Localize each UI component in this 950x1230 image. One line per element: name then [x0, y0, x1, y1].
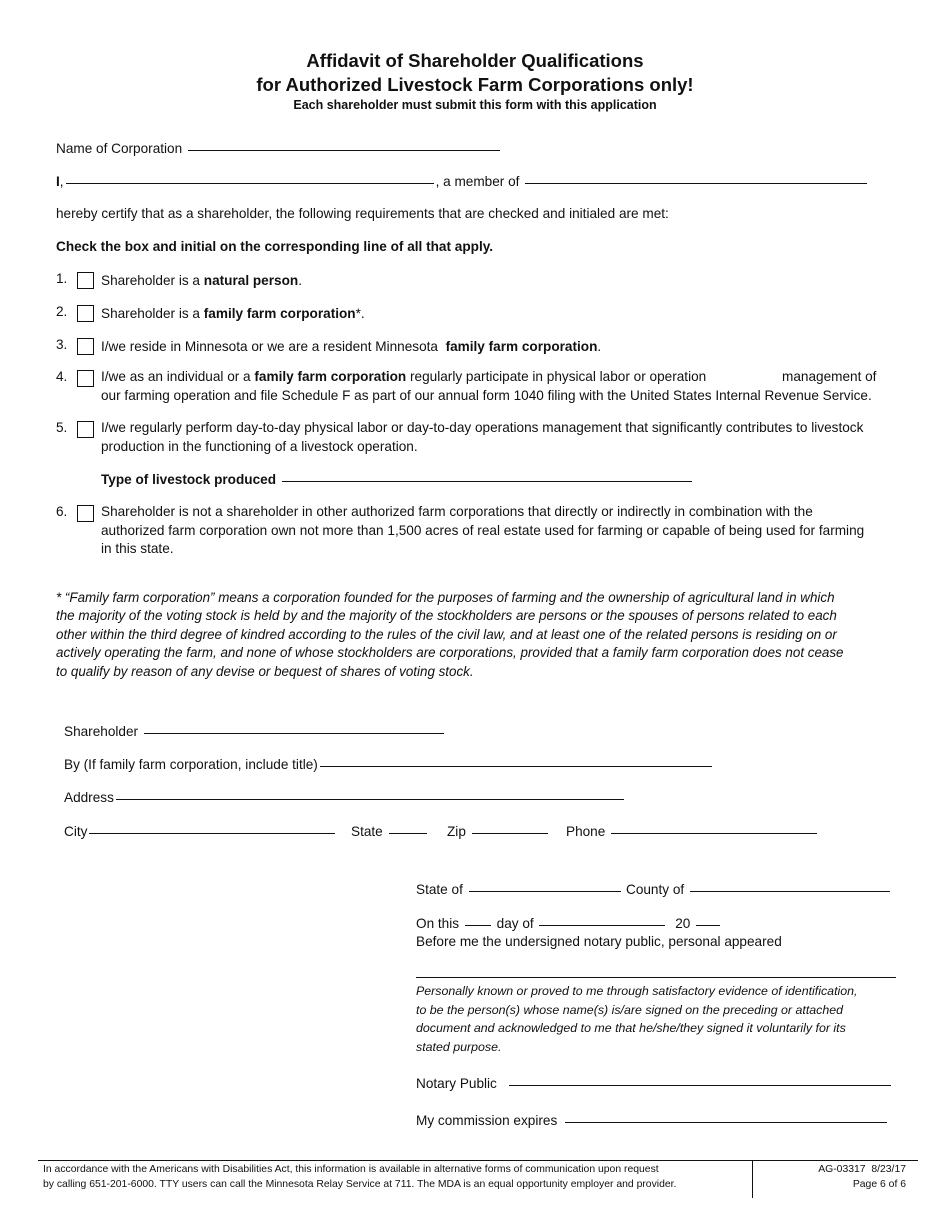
notary-state-label: State of [416, 882, 463, 897]
shareholder-label: Shareholder [64, 724, 139, 739]
ada-line-1: In accordance with the Americans with Disabilities Act, this information is available in alternative forms of communication upon request [43, 1164, 659, 1175]
item-6-text-line3: in this state. [101, 541, 174, 556]
state-label: State [351, 824, 383, 839]
item-5-text-line2: production in the functioning of a livestock operation. [101, 439, 418, 454]
phone-label: Phone [566, 824, 606, 839]
footnote-line-2: the majority of the voting stock is held by and the majority of the stockholders are persons or the spouses of persons related to each [56, 608, 837, 623]
ack-line-1: Personally known or proved to me through satisfactory evidence of identification, [416, 984, 858, 998]
commission-label: My commission expires [416, 1113, 558, 1128]
footnote-line-5: to qualify by reason of any devise or bequest of shares of voting stock. [56, 664, 474, 679]
zip-row [447, 824, 550, 839]
corporation-name-label: Name of Corporation [56, 141, 183, 156]
item-4-text-line1: I/we as an individual or a family farm corporation regularly participate in physical labor or operation [101, 369, 707, 384]
member-of-field[interactable] [525, 183, 867, 184]
state-row [351, 824, 429, 839]
footnote-line-3: other within the third degree of kindred according to the rules of the civil law, and at least one of the related persons is residing on or [56, 627, 837, 642]
shareholder-row [64, 724, 446, 739]
item-2-checkbox[interactable] [77, 305, 94, 322]
instruction-text: Check the box and initial on the corresponding line of all that apply. [56, 239, 494, 254]
zip-field[interactable] [472, 833, 548, 834]
item-3-text: I/we reside in Minnesota or we are a resident Minnesota family farm corporation. [101, 339, 602, 354]
item-5-number: 5. [56, 420, 68, 435]
form-id: AG-03317 8/23/17 [818, 1164, 906, 1175]
notary-public-label: Notary Public [416, 1076, 497, 1091]
ack-line-2: to be the person(s) whose name(s) is/are signed on the preceding or attached [416, 1003, 844, 1017]
on-this-label: On this [416, 916, 460, 931]
item-2-number: 2. [56, 304, 68, 319]
appeared-name-field[interactable] [416, 977, 896, 978]
notary-county-row [626, 882, 892, 897]
notary-state-row [416, 882, 623, 897]
corporation-name-field[interactable] [188, 150, 500, 151]
item-1-number: 1. [56, 271, 68, 286]
page-number: Page 6 of 6 [852, 1179, 906, 1190]
before-me-text: Before me the undersigned notary public, personal appeared [416, 934, 782, 949]
city-label: City [64, 824, 88, 839]
subtitle: Each shareholder must submit this form with this application [293, 98, 657, 112]
item-3-checkbox[interactable] [77, 338, 94, 355]
phone-field[interactable] [611, 833, 817, 834]
title-line-2: for Authorized Livestock Farm Corporations only! [256, 74, 694, 95]
item-6-number: 6. [56, 504, 68, 519]
year-prefix: 20 [675, 916, 691, 931]
city-row [64, 824, 337, 839]
address-label: Address [64, 790, 114, 805]
certify-text: hereby certify that as a shareholder, the following requirements that are checked and initialed are met: [56, 206, 669, 221]
item-5-text-line1: I/we regularly perform day-to-day physical labor or day-to-day operations management that significantly contributes to livestock [101, 420, 864, 435]
ack-line-4: stated purpose. [416, 1040, 502, 1054]
ack-line-3: document and acknowledged to me that he/she/they signed it voluntarily for its [416, 1021, 846, 1035]
item-2-text: Shareholder is a family farm corporation*. [101, 306, 365, 321]
notary-county-field[interactable] [690, 891, 890, 892]
city-field[interactable] [89, 833, 335, 834]
month-field[interactable] [539, 925, 665, 926]
item-1-text: Shareholder is a natural person. [101, 273, 302, 288]
on-this-row [416, 916, 722, 931]
commission-field[interactable] [565, 1122, 887, 1123]
livestock-label: Type of livestock produced [101, 472, 276, 487]
zip-label: Zip [447, 824, 466, 839]
address-row [64, 790, 626, 805]
item-5-checkbox[interactable] [77, 421, 94, 438]
shareholder-field[interactable] [144, 733, 444, 734]
day-field[interactable] [465, 925, 491, 926]
ada-line-2: by calling 651-201-6000. TTY users can call the Minnesota Relay Service at 711. The MDA is an equal opportunity employer and provider. [43, 1179, 677, 1190]
commission-row [416, 1113, 889, 1128]
notary-public-field[interactable] [509, 1085, 891, 1086]
state-field[interactable] [389, 833, 427, 834]
member-name-field[interactable] [66, 183, 434, 184]
item-6-checkbox[interactable] [77, 505, 94, 522]
year-field[interactable] [696, 925, 720, 926]
item-4-text-line2: our farming operation and file Schedule F as part of our annual form 1040 filing with the United States Internal Revenue Service. [101, 388, 872, 403]
by-field[interactable] [320, 766, 712, 767]
title-line-1: Affidavit of Shareholder Qualifications [306, 50, 644, 71]
item-6-text-line2: authorized farm corporation own not more than 1,500 acres of real estate used for farming or capable of being used for farming [101, 523, 865, 538]
notary-state-field[interactable] [469, 891, 621, 892]
phone-row [566, 824, 819, 839]
day-of-label: day of [496, 916, 534, 931]
notary-public-row [416, 1076, 893, 1091]
notary-county-label: County of [626, 882, 685, 897]
i-label: I [56, 174, 60, 189]
footer-rule [38, 1160, 918, 1161]
by-row [64, 757, 714, 772]
address-field[interactable] [116, 799, 624, 800]
member-row: I, , a member of [56, 174, 869, 189]
member-of-label: , a member of [435, 174, 520, 189]
item-6-text-line1: Shareholder is not a shareholder in other authorized farm corporations that directly or indirectly in combination with the [101, 504, 813, 519]
livestock-row [101, 472, 694, 487]
footnote-line-4: actively operating the farm, and none of whose stockholders are corporations, provided that a family farm corporation does not cease [56, 645, 844, 660]
livestock-field[interactable] [282, 481, 692, 482]
item-4-number: 4. [56, 369, 68, 384]
footnote-line-1: * “Family farm corporation” means a corporation founded for the purposes of farming and the ownership of agricultural land in which [56, 590, 835, 605]
item-1-checkbox[interactable] [77, 272, 94, 289]
item-3-number: 3. [56, 337, 68, 352]
item-4-checkbox[interactable] [77, 370, 94, 387]
corporation-name-row [56, 141, 502, 156]
by-label: By (If family farm corporation, include title) [64, 757, 318, 772]
item-4-text-tail: management of [782, 369, 877, 384]
